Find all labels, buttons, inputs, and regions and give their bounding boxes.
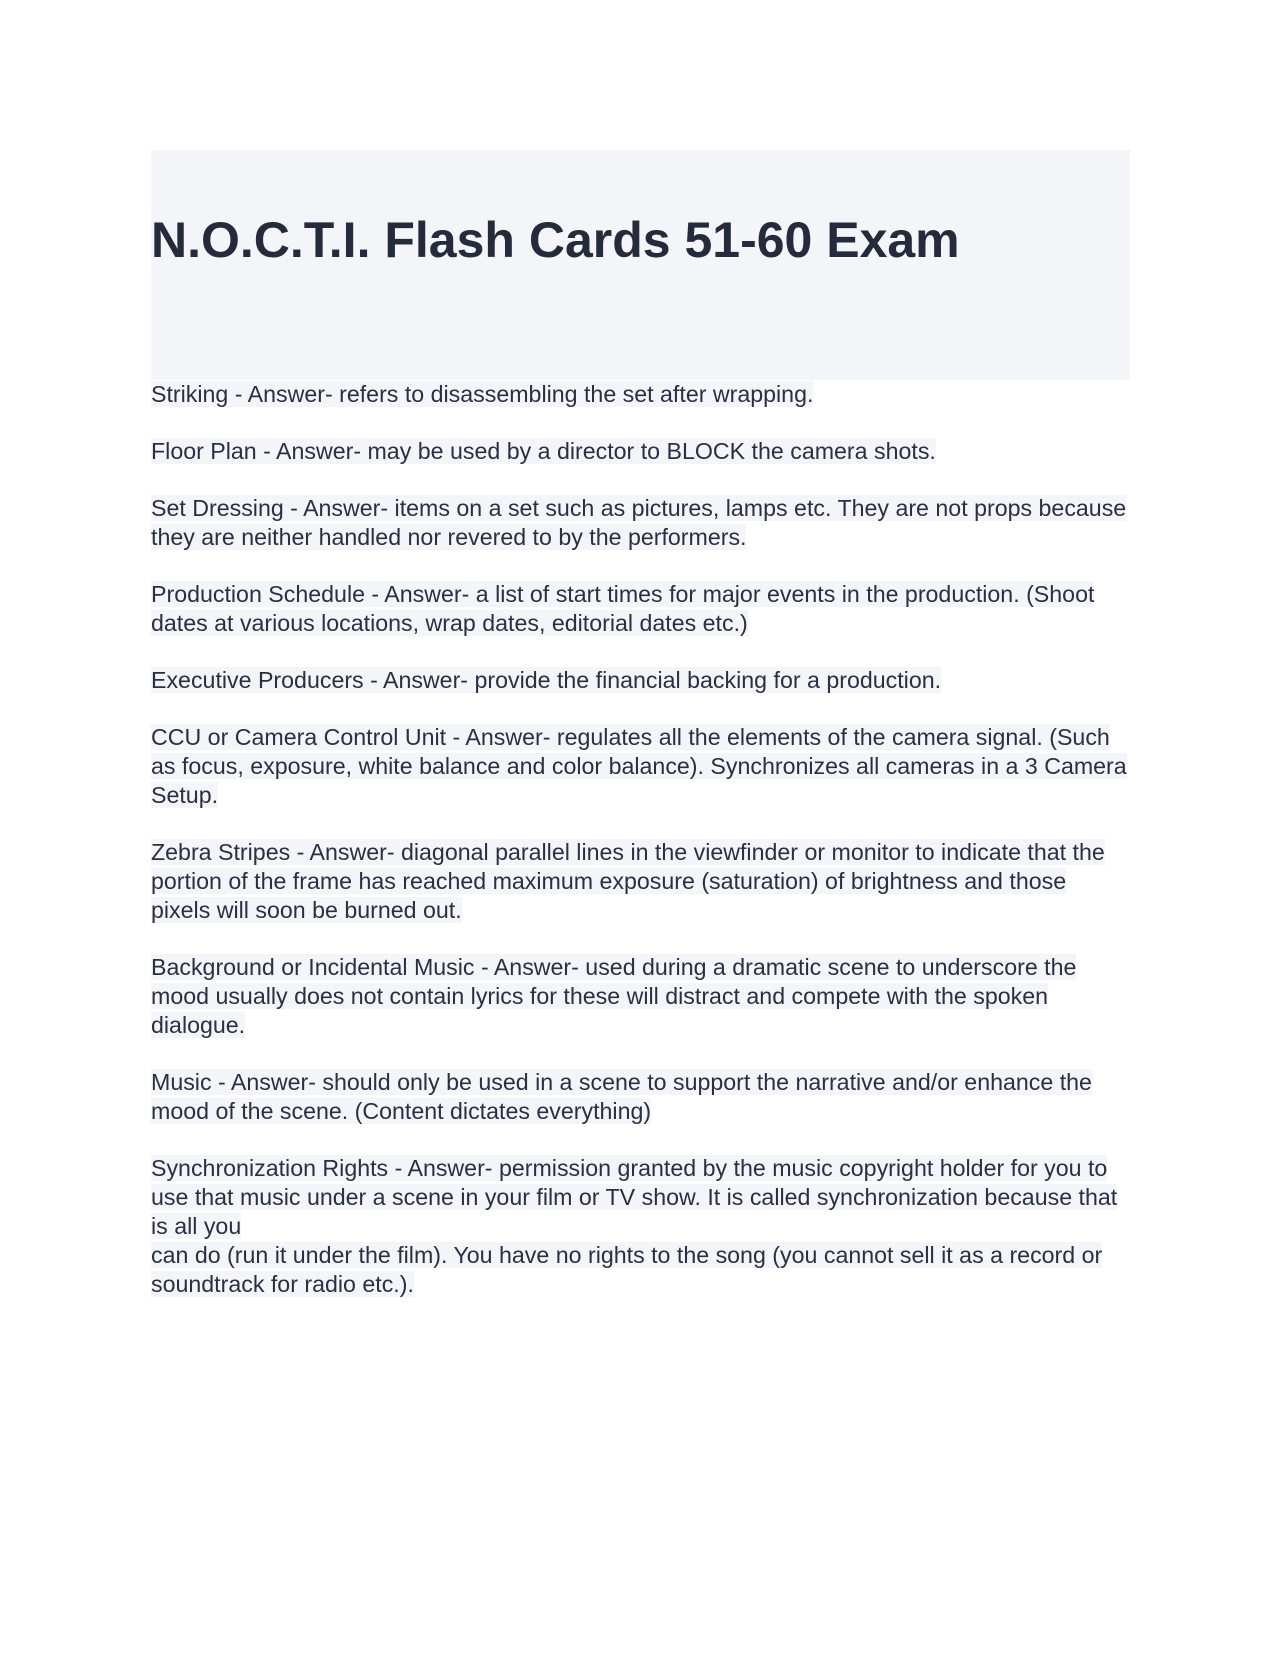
flash-card-set-dressing [151,494,1130,552]
card-text: Set Dressing - Answer- items on a set such as pictures, lamps etc. They are not props because they are neither handled nor revered to by the performers. [151,495,1127,550]
card-text: CCU or Camera Control Unit - Answer- regulates all the elements of the camera signal. (Such as focus, exposure, white balance and color balance). Synchronizes all cameras in a 3 Camera Setup. [151,724,1127,808]
card-text: Synchronization Rights - Answer- permission granted by the music copyright holder for you to use that music under a scene in your film or TV show. It is called synchronization because that is all you can do (run it under the film). You have no rights to the song (you cannot sell it as a record or soundtrack for radio etc.). [151,1155,1118,1297]
document-page [151,150,1130,1327]
flash-card-production-schedule [151,580,1130,638]
document-title: N.O.C.T.I. Flash Cards 51-60 Exam [151,212,960,268]
card-text: Background or Incidental Music - Answer- used during a dramatic scene to underscore the mood usually does not contain lyrics for these will distract and compete with the spoken dialogue. [151,954,1077,1038]
flash-card-list [151,380,1130,1299]
card-text: Striking - Answer- refers to disassembling the set after wrapping. [151,381,814,407]
flash-card-music [151,1068,1130,1126]
flash-card-zebra-stripes [151,838,1130,925]
flash-card-synchronization-rights [151,1154,1130,1299]
flash-card-executive-producers [151,666,1130,695]
card-text: Music - Answer- should only be used in a scene to support the narrative and/or enhance the mood of the scene. (Content dictates everything) [151,1069,1092,1124]
card-text: Production Schedule - Answer- a list of start times for major events in the production. (Shoot dates at various locations, wrap dates, editorial dates etc.) [151,581,1095,636]
flash-card-background-music [151,953,1130,1040]
card-text: Floor Plan - Answer- may be used by a director to BLOCK the camera shots. [151,438,936,464]
title-banner [151,150,1130,380]
flash-card-floor-plan [151,437,1130,466]
card-text: Zebra Stripes - Answer- diagonal parallel lines in the viewfinder or monitor to indicate that the portion of the frame has reached maximum exposure (saturation) of brightness and those pixels will soon be burned out. [151,839,1105,923]
flash-card-striking [151,380,1130,409]
card-text: Executive Producers - Answer- provide the financial backing for a production. [151,667,942,693]
flash-card-ccu [151,723,1130,810]
